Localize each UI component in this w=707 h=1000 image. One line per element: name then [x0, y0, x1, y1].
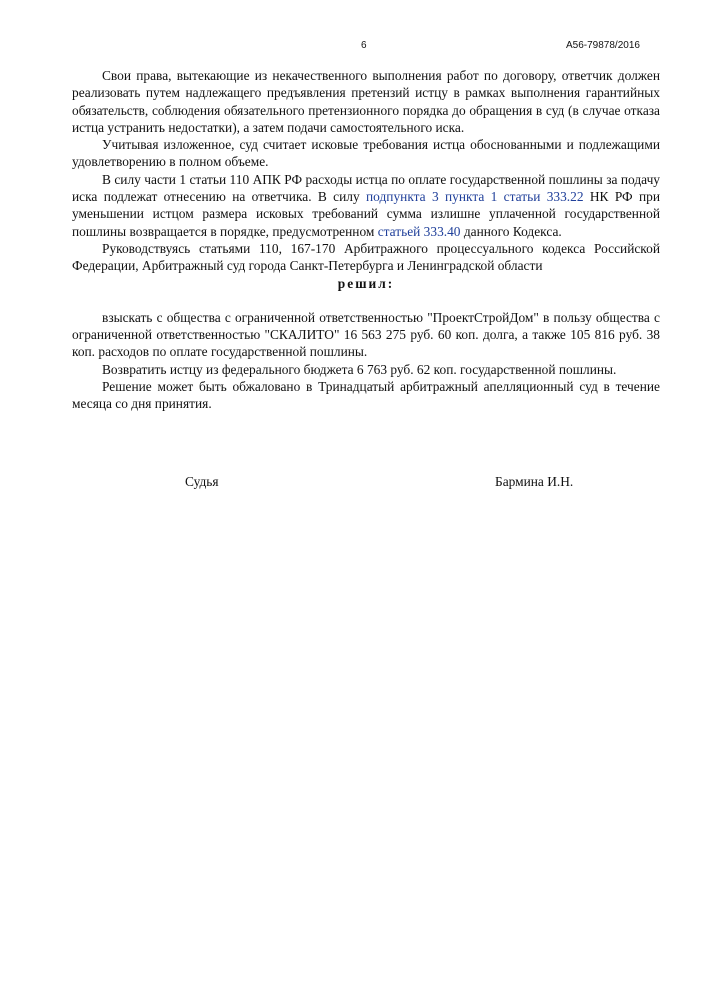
paragraph-refund: Возвратить истцу из федерального бюджета 6 763 руб. 62 коп. государственной пошлины.	[102, 361, 617, 377]
paragraph-conclusion: Учитывая изложенное, суд считает исковые требования истца обоснованными и подлежащими удовлетворению в полном объеме.	[72, 137, 660, 170]
case-number: А56-79878/2016	[566, 40, 640, 51]
link-tax-code-333-40[interactable]: статьей 333.40	[377, 223, 461, 239]
paragraph-claim-rights: Свои права, вытекающие из некачественного выполнения работ по договору, ответчик должен реализовать путем надлежащего предъявления претензий истцу в рамках выполнения гарантийных обязательств, соблюдения обязательного претензионного порядка до обращения в суд (в случае отказа истца устранить недостатки), а затем подачи самостоятельного иска.	[72, 68, 660, 135]
paragraph-state-duty	[72, 171, 660, 240]
spacer	[72, 292, 660, 309]
judge-name: Бармина И.Н.	[495, 474, 574, 489]
decision-heading: решил:	[337, 275, 395, 291]
judge-title: Судья	[185, 474, 219, 489]
link-tax-code-333-22[interactable]: подпункта 3 пункта 1 статьи 333.22	[366, 189, 584, 205]
page-number: 6	[361, 40, 367, 51]
paragraph-state-duty-part-b: НК РФ при уменьшении истцом размера исковых требований сумма излишне уплаченной государственной пошлины возвращается в порядке, предусмотренном	[72, 189, 660, 239]
paragraph-appeal: Решение может быть обжаловано в Тринадцатый арбитражный апелляционный суд в течение месяца со дня принятия.	[72, 379, 660, 412]
paragraph-state-duty-part-a: В силу части 1 статьи 110 АПК РФ расходы истца по оплате государственной пошлины за подачу иска подлежат отнесению на ответчика. В силу	[72, 171, 660, 205]
paragraph-state-duty-part-c: данного Кодекса.	[460, 223, 562, 239]
document-body	[72, 67, 660, 413]
paragraph-guided-by: Руководствуясь статьями 110, 167-170 Арбитражного процессуального кодекса Российской Федерации, Арбитражный суд города Санкт-Петербурга и Ленинградской области	[72, 240, 660, 274]
paragraph-recover: взыскать с общества с ограниченной ответственностью "ПроектСтройДом" в пользу общества с ограниченной ответственностью "СКАЛИТО" 16 563 275 руб. 60 коп. долга, а также 105 816 руб. 38 коп. расходов по оплате государственной пошлины.	[72, 309, 660, 360]
